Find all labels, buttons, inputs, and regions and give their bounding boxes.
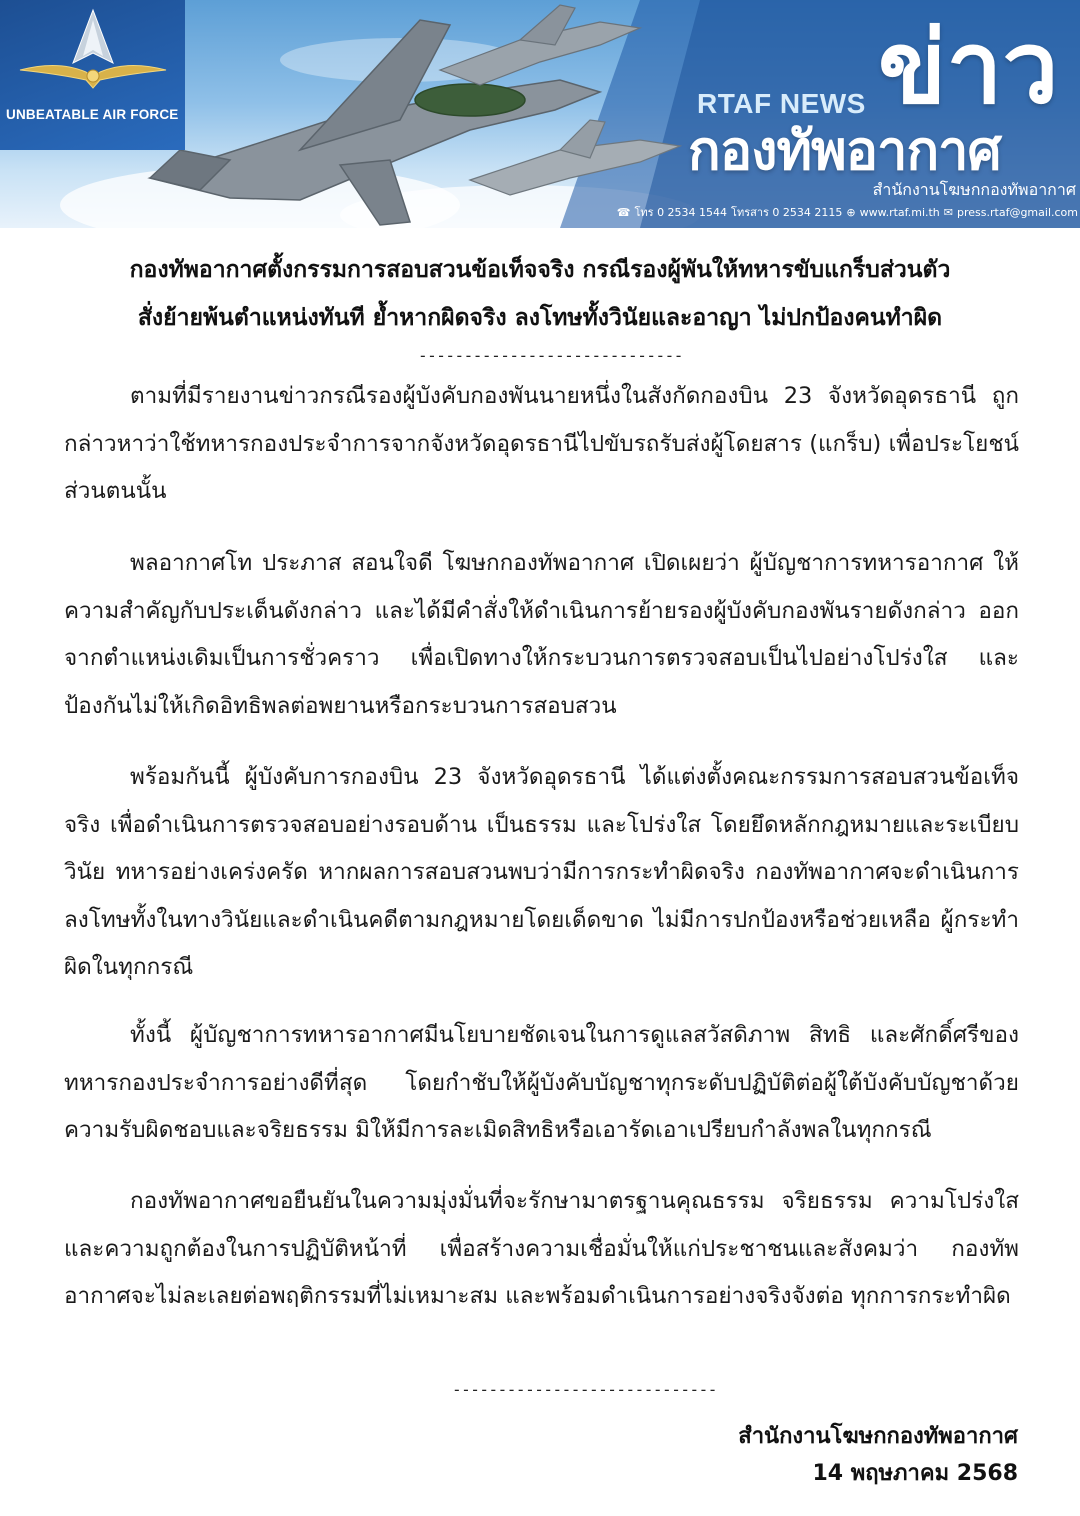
paragraph-2: พลอากาศโท ประภาส สอนใจดี โฆษกกองทัพอากาศ เปิดเผยว่า ผู้บัญชาการทหารอากาศ ให้ความสำคัญกับประเด็นดังกล่าว และได้มีคำสั่งให้ดำเนินการย้ายรองผู้บังคับกองพันรายดังกล่าว ออกจากตำแหน่งเดิมเป็นการชั่วคราว เพื่อเปิดทางให้กระบวนการตรวจสอบเป็นไปอย่างโปร่งใส และป้องกันไม่ให้เกิดอิทธิพลต่อพยานหรือกระบวนการสอบสวน: [64, 550, 1019, 719]
globe-icon: ⊕: [846, 205, 856, 219]
phone-number: โทร 0 2534 1544: [634, 206, 728, 219]
signature-date: 14 พฤษภาคม 2568: [812, 1461, 1018, 1486]
paragraph-3: พร้อมกันนี้ ผู้บังคับการกองบิน 23 จังหวัดอุดรธานี ได้แต่งตั้งคณะกรรมการสอบสวนข้อเท็จจริง เพื่อดำเนินการตรวจสอบอย่างรอบด้าน เป็นธรรม และโปร่งใส โดยยึดหลักกฎหมายและระเบียบวินัย ทหารอย่างเคร่งครัด หากผลการสอบสวนพบว่ามีการกระทำผิดจริง กองทัพอากาศจะดำเนินการ ลงโทษทั้งในทางวินัยและดำเนินคดีตามกฎหมายโดยเด็ดขาด ไม่มีการปกป้องหรือช่วยเหลือ ผู้กระทำผิดในทุกกรณี: [64, 764, 1019, 980]
signature-block: [738, 1418, 1018, 1492]
news-title: ข่าว: [878, 9, 1059, 126]
paragraph-5: กองทัพอากาศขอยืนยันในความมุ่งมั่นที่จะรักษามาตรฐานคุณธรรม จริยธรรม ความโปร่งใส และความถูกต้องในการปฏิบัติหน้าที่ เพื่อสร้างความเชื่อมั่นให้แก่ประชาชนและสังคมว่า กองทัพอากาศจะไม่ละเลยต่อพฤติกรรมที่ไม่เหมาะสม และพร้อมดำเนินการอย่างจริงจังต่อ ทุกการกระทำผิด: [64, 1188, 1019, 1309]
rtaf-title: กองทัพอากาศ: [688, 119, 1001, 182]
headline-line-1: กองทัพอากาศตั้งกรรมการสอบสวนข้อเท็จจริง กรณีรองผู้พันให้ทหารขับแกร็บส่วนตัว: [129, 257, 951, 283]
office-name: สำนักงานโฆษกกองทัพอากาศ: [872, 180, 1076, 199]
phone-icon: ☎: [616, 205, 631, 219]
email-link[interactable]: press.rtaf@gmail.com: [957, 205, 1078, 219]
header-banner: [0, 0, 1080, 228]
slogan-text: UNBEATABLE AIR FORCE: [6, 107, 179, 122]
website-link[interactable]: www.rtaf.mi.th: [859, 205, 940, 219]
air-force-wings-logo: [18, 8, 168, 103]
divider-bottom: -----------------------------: [452, 1380, 717, 1399]
headline-line-2: สั่งย้ายพ้นตำแหน่งทันที ย้ำหากผิดจริง ลงโทษทั้งวินัยและอาญา ไม่ปกป้องคนทำผิด: [137, 305, 943, 331]
mail-icon: ✉: [943, 205, 954, 219]
paragraph-1: ตามที่มีรายงานข่าวกรณีรองผู้บังคับกองพันนายหนึ่งในสังกัดกองบิน 23 จังหวัดอุดรธานี ถูกกล่าวหาว่าใช้ทหารกองประจำการจากจังหวัดอุดรธานีไปขับรถรับส่งผู้โดยสาร (แกร็บ) เพื่อประโยชน์ส่วนตนนั้น: [64, 383, 1019, 504]
rtaf-news-label: RTAF NEWS: [697, 88, 866, 119]
fax-number: โทรสาร 0 2534 2115: [731, 206, 843, 219]
signature-office: สำนักงานโฆษกกองทัพอากาศ: [738, 1424, 1018, 1449]
paragraph-4: ทั้งนี้ ผู้บัญชาการทหารอากาศมีนโยบายชัดเจนในการดูแลสวัสดิภาพ สิทธิ และศักดิ์ศรีของ ทหารกองประจำการอย่างดีที่สุด โดยกำชับให้ผู้บังคับบัญชาทุกระดับปฏิบัติต่อผู้ใต้บังคับบัญชาด้วย ความรับผิดชอบและจริยธรรม มิให้มีการละเมิดสิทธิหรือเอารัดเอาเปรียบกำลังพลในทุกกรณี: [64, 1022, 1019, 1143]
divider-top: -----------------------------: [418, 346, 683, 365]
contact-bar: [617, 203, 1078, 221]
